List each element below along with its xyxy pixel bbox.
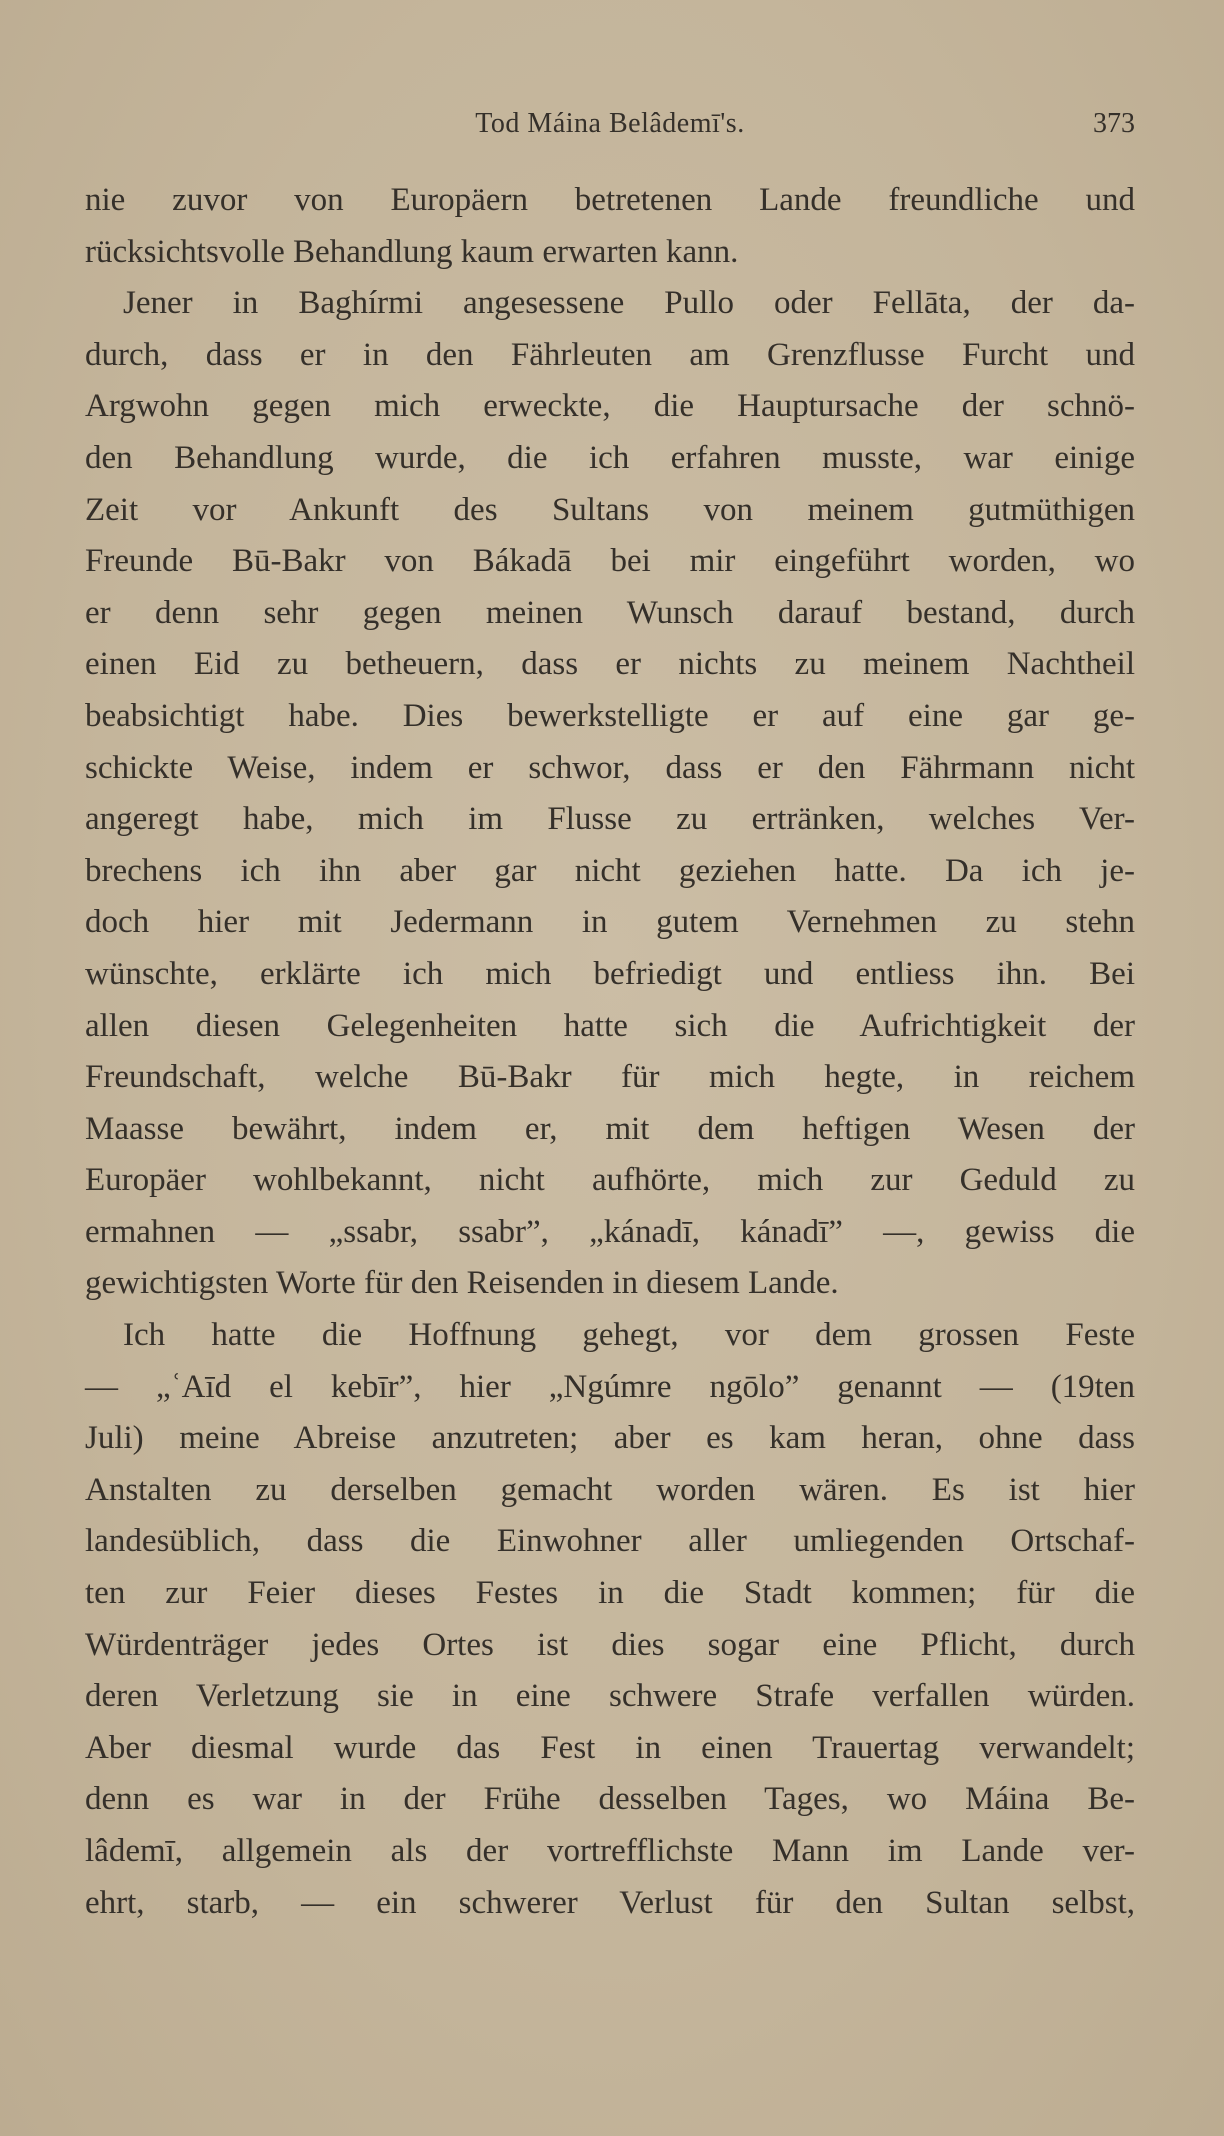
text-line: ten zur Feier dieses Festes in die Stadt kommen; für die — [85, 1575, 1135, 1612]
text-line: allen diesen Gelegenheiten hatte sich die Aufrichtigkeit der — [85, 1007, 1135, 1044]
text-line: Maasse bewährt, indem er, mit dem heftigen Wesen der — [85, 1110, 1135, 1147]
text-line: denn es war in der Frühe desselben Tages, wo Máina Be- — [85, 1781, 1135, 1818]
text-line: doch hier mit Jedermann in gutem Vernehmen zu stehn — [85, 904, 1135, 941]
text-line: deren Verletzung sie in eine schwere Strafe verfallen würden. — [85, 1678, 1135, 1715]
text-line: ehrt, starb, — ein schwerer Verlust für den Sultan selbst, — [85, 1884, 1135, 1921]
text-line: Freunde Bū-Bakr von Bákadā bei mir eingeführt worden, wo — [85, 543, 1135, 580]
text-line: Freundschaft, welche Bū-Bakr für mich hegte, in reichem — [85, 1059, 1135, 1096]
text-line: gewichtigsten Worte für den Reisenden in diesem Lande. — [85, 1265, 839, 1302]
text-line: den Behandlung wurde, die ich erfahren musste, war einige — [85, 439, 1135, 476]
text-line: schickte Weise, indem er schwor, dass er den Fährmann nicht — [85, 749, 1135, 786]
text-line: nie zuvor von Europäern betretenen Lande freundliche und — [85, 182, 1135, 218]
text-line: Ich hatte die Hoffnung gehegt, vor dem grossen Feste — [123, 1317, 1135, 1354]
text-line: angeregt habe, mich im Flusse zu ertränken, welches Ver- — [85, 801, 1135, 838]
running-title: Tod Máina Belâdemī's. — [475, 108, 745, 139]
text-line: lâdemī, allgemein als der vortrefflichste Mann im Lande ver- — [85, 1833, 1135, 1869]
body-text — [85, 175, 1135, 1929]
text-line: Jener in Baghírmi angesessene Pullo oder Fellāta, der da- — [123, 285, 1135, 322]
page-header — [85, 104, 1135, 144]
text-line: rücksichtsvolle Behandlung kaum erwarten kann. — [85, 233, 739, 270]
text-line: — „ʿAīd el kebīr”, hier „Ngúmre ngōlo” genannt — (19ten — [85, 1368, 1135, 1405]
page-number: 373 — [1093, 108, 1135, 139]
text-line: wünschte, erklärte ich mich befriedigt und entliess ihn. Bei — [85, 955, 1135, 992]
text-line: brechens ich ihn aber gar nicht geziehen hatte. Da ich je- — [85, 852, 1135, 889]
text-line: Argwohn gegen mich erweckte, die Hauptursache der schnö- — [85, 388, 1135, 425]
text-line: durch, dass er in den Fährleuten am Grenzflusse Furcht und — [85, 336, 1135, 373]
text-line: Würdenträger jedes Ortes ist dies sogar eine Pflicht, durch — [85, 1626, 1135, 1663]
text-line: ermahnen — „ssabr, ssabr”, „kánadī, kánadī” —, gewiss die — [85, 1213, 1135, 1250]
text-line: Anstalten zu derselben gemacht worden wären. Es ist hier — [85, 1471, 1135, 1508]
text-line: einen Eid zu betheuern, dass er nichts zu meinem Nachtheil — [85, 646, 1135, 683]
text-line: er denn sehr gegen meinen Wunsch darauf bestand, durch — [85, 594, 1135, 631]
text-line: Aber diesmal wurde das Fest in einen Trauertag verwandelt; — [85, 1729, 1135, 1766]
text-line: Europäer wohlbekannt, nicht aufhörte, mich zur Geduld zu — [85, 1162, 1135, 1199]
text-line: Zeit vor Ankunft des Sultans von meinem gutmüthigen — [85, 491, 1135, 528]
text-line: landesüblich, dass die Einwohner aller umliegenden Ortschaf- — [85, 1523, 1135, 1560]
text-line: Juli) meine Abreise anzutreten; aber es kam heran, ohne dass — [85, 1420, 1135, 1457]
text-line: beabsichtigt habe. Dies bewerkstelligte er auf eine gar ge- — [85, 697, 1135, 734]
